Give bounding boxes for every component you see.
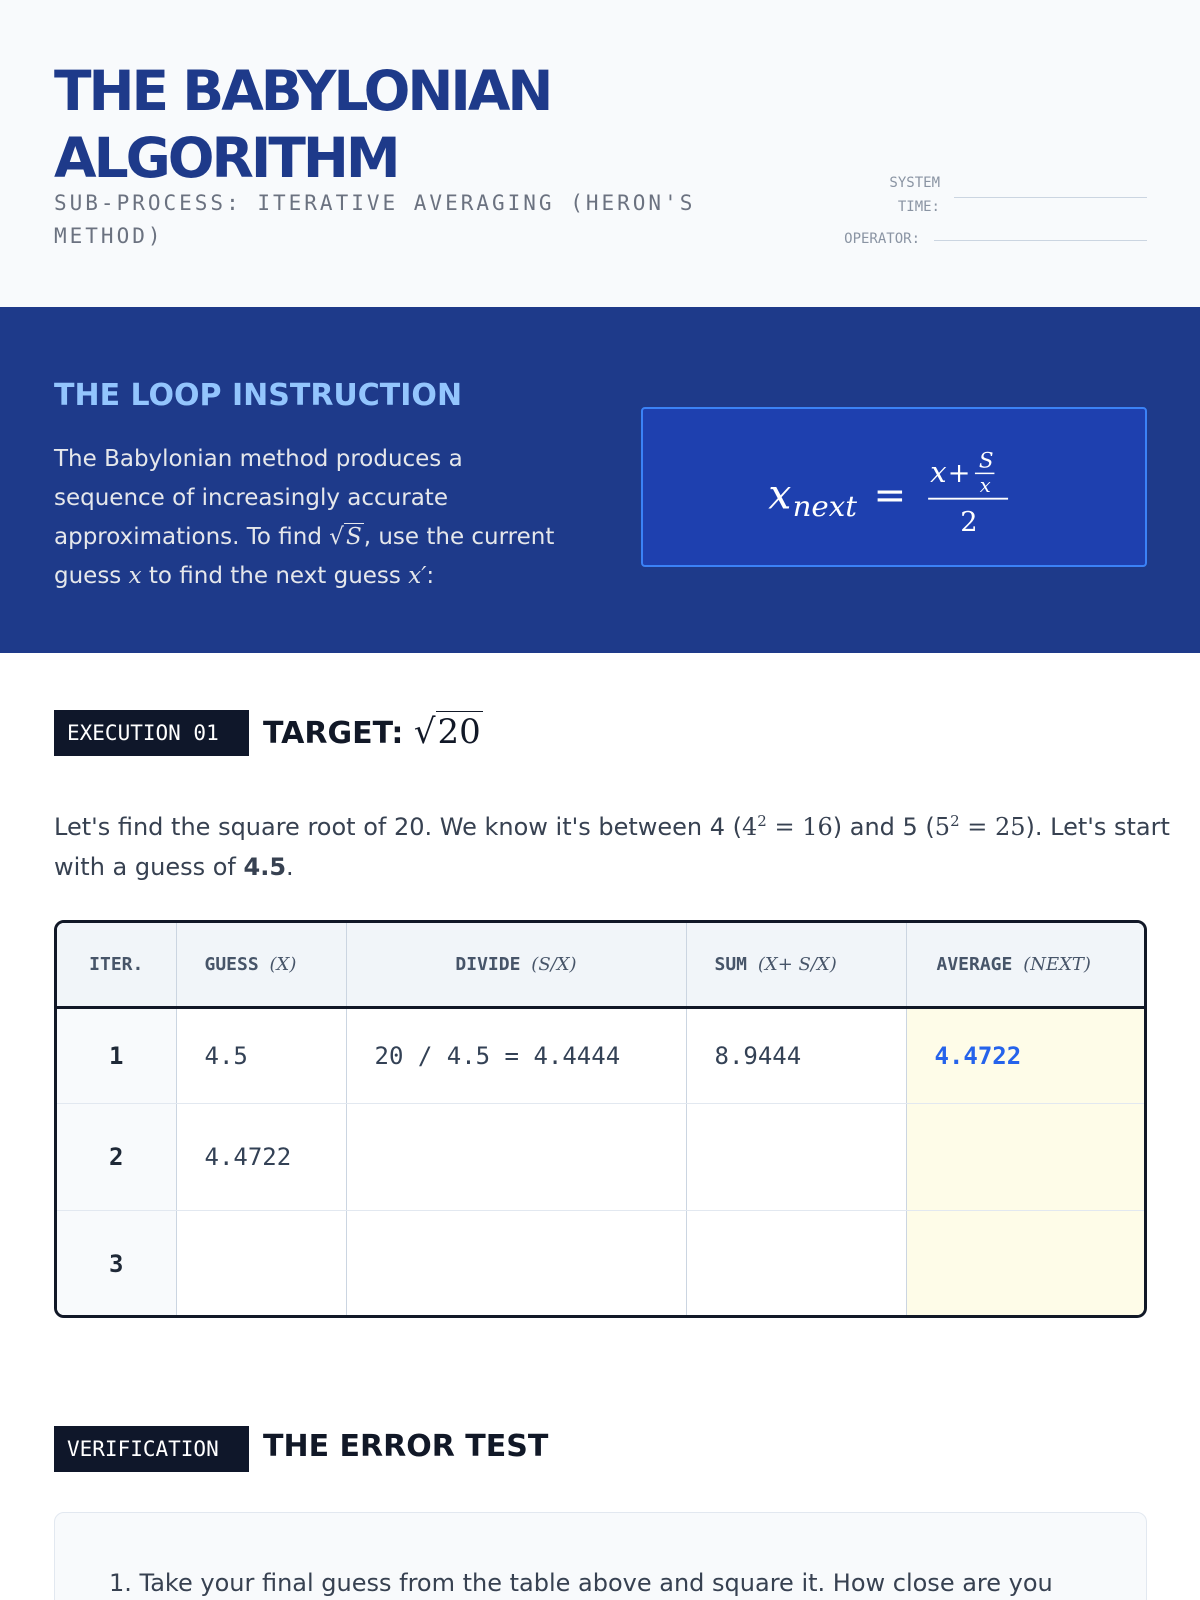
column-header-sum [686, 923, 906, 1007]
system-time-label-line2: TIME: [897, 199, 940, 215]
intro-text-3: ). Let's start with a guess of [54, 813, 1170, 881]
formula-box [641, 407, 1147, 567]
execution-tag: EXECUTION 01 [54, 710, 249, 756]
intro-text-1: Let's find the square root of 20. We know it's between 4 ( [54, 813, 743, 841]
page-subtitle: SUB-PROCESS: ITERATIVE AVERAGING (HERON'S METHOD) [54, 191, 696, 248]
divide-cell[interactable] [346, 1210, 686, 1317]
system-time-field[interactable] [954, 197, 1147, 198]
target-sqrt-symbol: √20 [413, 712, 481, 752]
guess-cell[interactable] [176, 1210, 346, 1317]
iter-cell: 2 [57, 1103, 176, 1210]
table-row [57, 1007, 1144, 1103]
guess-variable: x [128, 563, 142, 589]
intro-eq2 [935, 813, 1026, 841]
next-guess-variable: x′ [408, 563, 427, 589]
operator-label: OPERATOR: [844, 231, 920, 247]
formula-lhs: x [768, 470, 792, 519]
average-cell[interactable]: 4.4722 [906, 1007, 1144, 1103]
average-cell[interactable] [906, 1210, 1144, 1317]
table-row [57, 1210, 1144, 1317]
sum-header-symbol: (X+ S/X) [757, 953, 837, 975]
formula-numerator-plus: + [947, 458, 971, 490]
system-time-label-line1: SYSTEM [889, 175, 940, 191]
table-row [57, 1103, 1144, 1210]
formula-inner-denominator: x [979, 473, 991, 497]
guess-cell[interactable]: 4.4722 [176, 1103, 346, 1210]
divide-cell[interactable]: 20 / 4.5 = 4.4444 [346, 1007, 686, 1103]
sum-header-label: SUM [714, 953, 748, 975]
formula-equals: = [873, 473, 907, 519]
loop-text-3: to find the next guess [141, 563, 409, 589]
intro-eq2-rest: = 25 [959, 813, 1026, 841]
target-value: 20 [437, 712, 481, 752]
column-header-average [906, 923, 1144, 1007]
formula-inner-numerator: S [978, 448, 994, 474]
execution-title [263, 712, 483, 752]
verification-tag: VERIFICATION [54, 1426, 249, 1472]
sqrt-s-symbol: √S [329, 524, 362, 550]
column-header-iter: ITER. [57, 923, 176, 1007]
guess-cell[interactable]: 4.5 [176, 1007, 346, 1103]
divide-header-symbol: (S/X) [531, 953, 577, 975]
intro-text-2: ) and 5 ( [832, 813, 935, 841]
intro-eq1-rest: = 16 [766, 813, 833, 841]
guess-header-label: GUESS [204, 953, 259, 975]
loop-description [54, 440, 574, 596]
page-header [0, 0, 1200, 307]
page-title: THE BABYLONIAN ALGORITHM [54, 59, 551, 190]
formula-denominator: 2 [960, 506, 978, 538]
loop-text-4: : [426, 563, 435, 589]
loop-heading: THE LOOP INSTRUCTION [54, 378, 463, 413]
loop-instruction-section [0, 307, 1200, 653]
table-header-row [57, 923, 1144, 1007]
verification-step-1: 1. Take your final guess from the table above and square it. How close are you [109, 1569, 1053, 1597]
guess-header-symbol: (X) [269, 953, 297, 975]
intro-eq1-exponent: 2 [757, 812, 767, 830]
iteration-table [54, 920, 1147, 1318]
column-header-guess [176, 923, 346, 1007]
divide-header-label: DIVIDE [455, 953, 521, 975]
iter-cell: 3 [57, 1210, 176, 1317]
babylonian-formula [643, 409, 1145, 565]
column-header-divide [346, 923, 686, 1007]
intro-eq1-base: 4 [742, 813, 758, 841]
intro-eq2-exponent: 2 [950, 812, 960, 830]
sum-cell[interactable] [686, 1103, 906, 1210]
divide-cell[interactable] [346, 1103, 686, 1210]
target-label: TARGET: [263, 716, 404, 751]
average-header-symbol: (NEXT) [1023, 953, 1091, 975]
iter-cell: 1 [57, 1007, 176, 1103]
average-cell[interactable] [906, 1103, 1144, 1210]
average-header-label: AVERAGE [936, 953, 1013, 975]
verification-box [54, 1512, 1147, 1600]
formula-lhs-subscript: next [792, 489, 858, 524]
intro-text-4: . [286, 853, 294, 881]
intro-eq1 [742, 813, 833, 841]
initial-guess: 4.5 [243, 853, 287, 881]
sqrt-s-radicand: S [345, 524, 362, 550]
operator-field[interactable] [934, 240, 1147, 241]
formula-numerator-x: x [930, 455, 947, 490]
execution-intro [54, 801, 1174, 887]
intro-eq2-base: 5 [934, 813, 951, 841]
sum-cell[interactable] [686, 1210, 906, 1317]
loop-text-2: , use the current guess [54, 524, 555, 589]
loop-text-1: The Babylonian method produces a sequence of increasingly accurate approximations. To find [54, 446, 463, 550]
verification-title: THE ERROR TEST [263, 1429, 549, 1464]
sum-cell[interactable]: 8.9444 [686, 1007, 906, 1103]
